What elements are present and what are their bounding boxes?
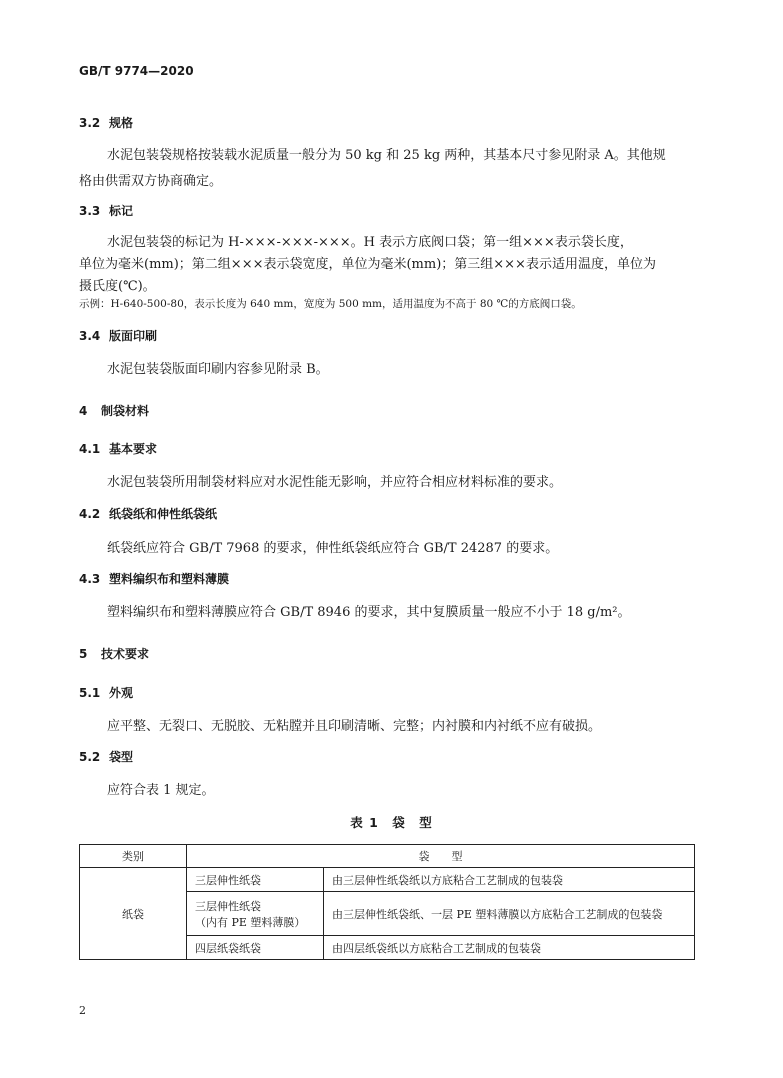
desc-cell: 由四层纸袋纸以方底粘合工艺制成的包装袋 (324, 936, 695, 960)
heading-3-2 (79, 114, 133, 131)
heading-number: 5 (79, 647, 88, 661)
paragraph-line: 单位为毫米(mm)；第二组×××表示袋宽度，单位为毫米(mm)；第三组×××表示适用温度，单位为 (79, 257, 656, 272)
example-note (79, 296, 582, 311)
heading-number: 3.4 (79, 329, 101, 343)
heading-3-3 (79, 202, 133, 219)
paragraph-line: 水泥包装袋版面印刷内容参见附录 B。 (107, 362, 329, 377)
type-cell (187, 868, 324, 892)
paragraph-line: 塑料编织布和塑料薄膜应符合 GB/T 8946 的要求，其中复膜质量一般应不小于 18 g/m²。 (107, 605, 631, 620)
heading-title: 纸袋纸和伸性纸袋纸 (109, 507, 218, 521)
desc-cell: 由三层伸性纸袋纸、一层 PE 塑料薄膜以方底粘合工艺制成的包装袋 (324, 892, 695, 936)
heading-number: 5.2 (79, 750, 101, 764)
heading-title: 制袋材料 (101, 404, 150, 418)
table-header-bag-type: 袋 型 (187, 845, 695, 868)
type-note: （内有 PE 塑料薄膜） (195, 915, 306, 929)
bag-type-table (79, 844, 695, 960)
heading-title: 标记 (109, 204, 134, 218)
example-label: 示例： (79, 298, 111, 310)
heading-3-4 (79, 327, 157, 344)
heading-4 (79, 402, 149, 419)
heading-title: 袋型 (109, 750, 134, 764)
heading-number: 3.2 (79, 116, 101, 130)
paragraph-line: 摄氏度(℃)。 (79, 279, 156, 294)
heading-4-3 (79, 570, 229, 587)
paragraph-line: 水泥包装袋规格按装载水泥质量一般分为 50 kg 和 25 kg 两种，其基本尺寸参见附录 A。其他规 (107, 148, 666, 163)
heading-title: 基本要求 (109, 442, 158, 456)
heading-title: 塑料编织布和塑料薄膜 (109, 572, 230, 586)
heading-title: 外观 (109, 686, 134, 700)
page-number: 2 (79, 1004, 86, 1017)
paragraph-line: 水泥包装袋的标记为 H-×××-×××-×××。H 表示方底阀口袋；第一组×××表示袋长度， (107, 235, 633, 250)
heading-number: 4.3 (79, 572, 101, 586)
table-header-row (80, 845, 695, 868)
example-text: H-640-500-80，表示长度为 640 mm，宽度为 500 mm，适用温度为不高于 80 ℃的方底阀口袋。 (110, 298, 582, 310)
table-caption: 表 1 袋 型 (350, 815, 433, 830)
heading-title: 规格 (109, 116, 134, 130)
paragraph-line: 水泥包装袋所用制袋材料应对水泥性能无影响，并应符合相应材料标准的要求。 (107, 475, 563, 490)
heading-title: 版面印刷 (109, 329, 158, 343)
heading-number: 5.1 (79, 686, 101, 700)
heading-number: 4.2 (79, 507, 101, 521)
type-cell (187, 892, 324, 936)
heading-5-1 (79, 684, 133, 701)
heading-5-2 (79, 748, 133, 765)
standard-header: GB/T 9774—2020 (79, 64, 194, 78)
type-name: 三层伸性纸袋 (195, 873, 261, 887)
heading-title: 技术要求 (101, 647, 150, 661)
heading-number: 4.1 (79, 442, 101, 456)
type-name: 四层纸袋纸袋 (195, 941, 261, 955)
table-row (80, 868, 695, 892)
category-cell: 纸袋 (80, 868, 187, 960)
paragraph-line: 应平整、无裂口、无脱胶、无粘膛并且印刷清晰、完整；内衬膜和内衬纸不应有破损。 (107, 719, 602, 734)
desc-cell: 由三层伸性纸袋纸以方底粘合工艺制成的包装袋 (324, 868, 695, 892)
type-name: 三层伸性纸袋 (195, 899, 261, 913)
paragraph-line: 格由供需双方协商确定。 (79, 174, 223, 189)
type-cell (187, 936, 324, 960)
heading-4-1 (79, 440, 157, 457)
heading-5 (79, 645, 149, 662)
heading-number: 3.3 (79, 204, 101, 218)
heading-number: 4 (79, 404, 88, 418)
paragraph-line: 应符合表 1 规定。 (107, 783, 215, 798)
heading-4-2 (79, 505, 217, 522)
paragraph-line: 纸袋纸应符合 GB/T 7968 的要求，伸性纸袋纸应符合 GB/T 24287 的要求。 (107, 541, 559, 556)
table-header-category: 类别 (80, 845, 187, 868)
